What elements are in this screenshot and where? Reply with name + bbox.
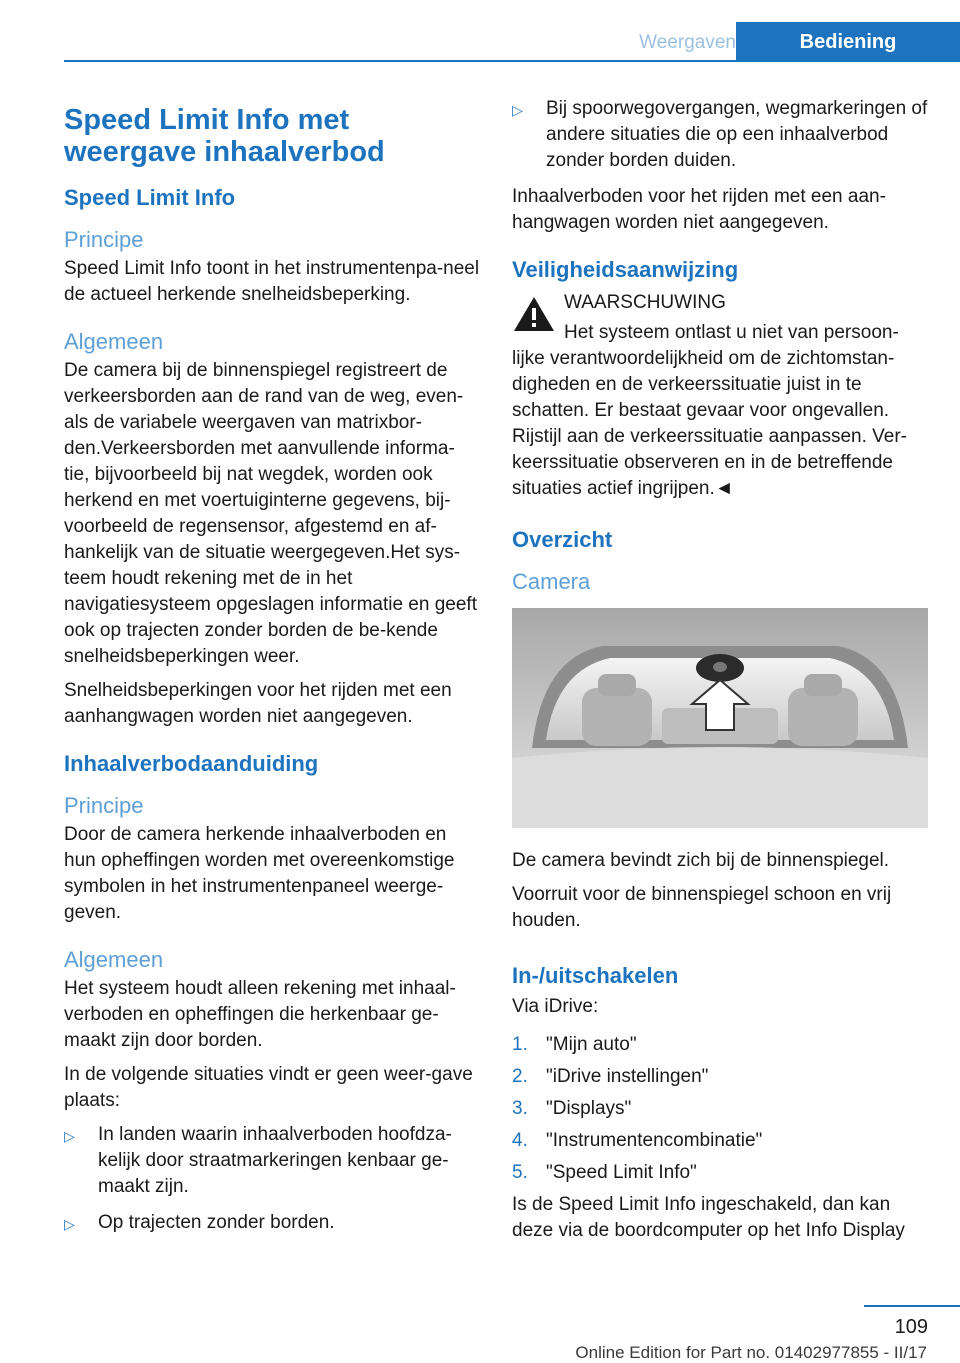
list-item <box>512 1160 928 1186</box>
camera-location-photo <box>512 608 928 828</box>
step-label: "Instrumentencombinatie" <box>546 1130 763 1151</box>
subheading-camera: Camera <box>512 569 591 594</box>
warning-block <box>512 290 928 502</box>
list-item <box>64 1122 480 1200</box>
page-header <box>64 22 960 62</box>
step-number: 3. <box>512 1098 528 1119</box>
paragraph-principe-2: Door de camera herkende inhaalverboden en hun opheffingen worden met overeenkomstige symbolen in het instrumentenpaneel weerge-geven. <box>64 824 455 923</box>
footer-divider <box>864 1305 960 1307</box>
paragraph-via-idrive: Via iDrive: <box>512 996 599 1017</box>
edition-note: Online Edition for Part no. 01402977855 - II/17 <box>575 1343 927 1362</box>
bullet-triangle-icon: ▷ <box>512 102 523 118</box>
list-item <box>512 96 928 174</box>
left-column <box>64 96 480 1247</box>
bullet-triangle-icon: ▷ <box>64 1128 75 1144</box>
step-label: "Speed Limit Info" <box>546 1162 697 1183</box>
subheading-algemeen-2: Algemeen <box>64 947 164 972</box>
warning-triangle-icon <box>512 294 556 334</box>
list-item-text: Op trajecten zonder borden. <box>98 1212 335 1233</box>
subheading-principe: Principe <box>64 227 144 252</box>
list-item <box>512 1096 928 1122</box>
step-number: 2. <box>512 1066 528 1087</box>
list-item <box>64 1210 480 1237</box>
warning-text-rest: lijke verantwoordelijkheid om de zichtomstan-digheden en de verkeerssituatie juist in te schatten. Er bestaat gevaar voor ongevallen. Rijstijl aan de verkeerssituatie aanpassen. Ver-keerssituatie observeren en in de betreffende situaties actief ingrijpen.◄ <box>512 348 907 499</box>
list-item <box>512 1128 928 1154</box>
step-label: "iDrive instellingen" <box>546 1066 709 1087</box>
list-item <box>512 1064 928 1090</box>
list-item-text: In landen waarin inhaalverboden hoofdza-kelijk door straatmarkeringen kenbaar ge-maakt zijn. <box>98 1124 452 1197</box>
list-item <box>512 1032 928 1058</box>
section-heading-inhaalverbod: Inhaalverbodaanduiding <box>64 751 319 776</box>
section-heading-speed-limit-info: Speed Limit Info <box>64 185 236 210</box>
right-column <box>512 96 928 1252</box>
tab-weergaven[interactable]: Weergaven <box>639 32 736 53</box>
section-heading-overzicht: Overzicht <box>512 527 613 552</box>
page-title: Speed Limit Info met weergave inhaalverbod <box>64 104 385 168</box>
header-divider <box>64 60 960 62</box>
paragraph-trailer: Inhaalverboden voor het rijden met een aan-hangwagen worden niet aangegeven. <box>512 186 886 233</box>
warning-text-first: Het systeem ontlast u niet van persoon- <box>564 322 899 343</box>
page-number: 109 <box>894 1316 928 1338</box>
bullet-triangle-icon: ▷ <box>64 1216 75 1232</box>
step-label: "Mijn auto" <box>546 1034 637 1055</box>
paragraph-algemeen-2: Snelheidsbeperkingen voor het rijden met een aanhangwagen worden niet aangegeven. <box>64 680 452 727</box>
step-number: 5. <box>512 1162 528 1183</box>
tab-bediening[interactable]: Bediening <box>736 22 960 62</box>
subheading-algemeen: Algemeen <box>64 329 164 354</box>
paragraph-camera-1: De camera bevindt zich bij de binnenspiegel. <box>512 850 890 871</box>
step-number: 1. <box>512 1034 528 1055</box>
subheading-principe-2: Principe <box>64 793 144 818</box>
paragraph-camera-2: Voorruit voor de binnenspiegel schoon en vrij houden. <box>512 884 892 931</box>
paragraph-algemeen-4: In de volgende situaties vindt er geen weer-gave plaats: <box>64 1064 473 1111</box>
warning-title: WAARSCHUWING <box>564 292 726 313</box>
paragraph-principe: Speed Limit Info toont in het instrumentenpa-neel de actueel herkende snelheidsbeperking. <box>64 258 480 305</box>
step-number: 4. <box>512 1130 528 1151</box>
paragraph-algemeen-1: De camera bij de binnenspiegel registreert de verkeersborden aan de rand van de weg, even-als de variabele weergaven van matrixbor-den.Verkeersborden met aanvullende informa-tie, bijvoorbeeld bij nat wegdek, worden ook herkend en met voertuiginterne gegevens, bij-voorbeeld de regensensor, afgestemd en af-hankelijk van de situatie weergegeven.Het sys-teem houdt rekening met de in het navigatiesysteem opgeslagen informatie en geeft ook op trajecten zonder borden de be-kende snelheidsbeperkingen weer. <box>64 360 477 667</box>
list-item-text: Bij spoorwegovergangen, wegmarkeringen of andere situaties die op een inhaalverbod zonder borden duiden. <box>546 98 928 171</box>
step-label: "Displays" <box>546 1098 632 1119</box>
paragraph-algemeen-3: Het systeem houdt alleen rekening met inhaal-verboden en opheffingen die herkenbaar ge-maakt zijn door borden. <box>64 978 456 1051</box>
section-heading-veiligheid: Veiligheidsaanwijzing <box>512 257 739 282</box>
section-heading-inuit: In-/uitschakelen <box>512 963 679 988</box>
paragraph-closing: Is de Speed Limit Info ingeschakeld, dan kan deze via de boordcomputer op het Info Display <box>512 1194 905 1241</box>
